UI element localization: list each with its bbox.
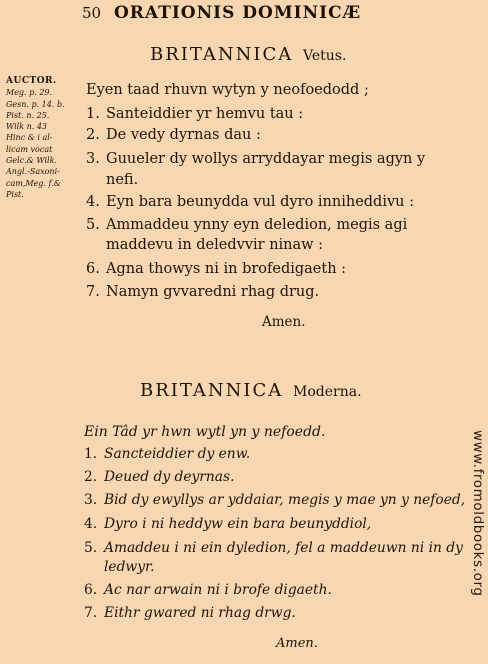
page-number: 50 xyxy=(82,4,102,22)
verse-number: 6. xyxy=(86,261,100,277)
verse-number: 1. xyxy=(86,106,100,122)
verse-text: Ammaddeu ynny eyn deledion, megis agi xyxy=(106,217,408,233)
sidenote-line: cam,Meg. f.& xyxy=(6,178,61,188)
verse-number: 3. xyxy=(84,492,98,508)
sidenote-line: Angl.-Saxoni- xyxy=(6,167,60,177)
verse-number: 7. xyxy=(84,605,98,621)
verse-number: 4. xyxy=(84,516,98,532)
verse-text: nefi. xyxy=(106,172,139,188)
heading-sub: Vetus. xyxy=(303,48,347,64)
sidenote-line: Pist. xyxy=(6,189,24,199)
verse-number: 5. xyxy=(86,217,100,233)
verse-number: 1. xyxy=(84,446,98,462)
sidenote-line: Meg. p. 29. xyxy=(6,88,53,98)
verse-number: 2. xyxy=(86,127,100,143)
verse-text: Santeiddier yr hemvu tau : xyxy=(106,106,304,122)
verse-text: ledwyr. xyxy=(104,559,155,575)
verse-text: Namyn gvvaredni rhag drug. xyxy=(106,284,320,300)
verse-number: 5. xyxy=(84,540,98,556)
verse-number: 4. xyxy=(86,194,100,210)
verse-text: maddevu in deledvvir ninaw : xyxy=(106,237,324,253)
moderna-intro: Ein Tâd yr hwn wytl yn y nefoedd. xyxy=(84,424,326,440)
verse-number: 6. xyxy=(84,582,98,598)
sidenote-line: Gesn. p. 14. b. xyxy=(6,99,65,109)
verse-text: De vedy dyrnas dau : xyxy=(106,127,261,143)
sidenote-header: AUCTOR. xyxy=(6,76,57,86)
verse-text: Sancteiddier dy enw. xyxy=(104,446,251,462)
watermark: www.fromoldbooks.org xyxy=(470,430,486,597)
sidenote xyxy=(6,76,82,200)
verse-text: Eithr gwared ni rhag drwg. xyxy=(104,605,296,621)
section-heading-moderna xyxy=(140,380,362,401)
sidenote-line: Hinc & i al- xyxy=(6,133,53,143)
verse-text: Ac nar arwain ni i brofe digaeth. xyxy=(104,582,332,598)
verse-text: Agna thowys ni in brofedigaeth : xyxy=(106,261,347,277)
section-heading-vetus xyxy=(150,44,346,65)
moderna-amen: Amen. xyxy=(276,636,318,651)
vetus-intro: Eyen taad rhuvn wytyn y neofoedodd ; xyxy=(86,82,369,98)
verse-text: Guueler dy wollys arryddayar megis agyn y xyxy=(106,151,426,167)
heading-sub: Moderna. xyxy=(293,384,362,400)
verse-number: 2. xyxy=(84,469,98,485)
running-head: ORATIONIS DOMINICÆ xyxy=(114,3,362,23)
verse-text: Dyro i ni heddyw ein bara beunyddiol, xyxy=(104,516,372,532)
sidenote-line: licam vocat xyxy=(6,144,53,154)
vetus-amen: Amen. xyxy=(262,314,306,330)
verse-text: Bid dy ewyllys ar yddaiar, megis y mae yn y nefoed, xyxy=(104,492,466,508)
sidenote-line: Gelc.& Wilk. xyxy=(6,156,57,166)
heading-title: BRITANNICA xyxy=(150,44,294,65)
verse-text: Amaddeu i ni ein dyledion, fel a maddeuwn ni in dy xyxy=(104,540,463,556)
verse-number: 7. xyxy=(86,284,100,300)
heading-title: BRITANNICA xyxy=(140,380,284,401)
sidenote-line: Pist. n. 25. xyxy=(6,110,50,120)
verse-text: Deued dy deyrnas. xyxy=(104,469,235,485)
verse-number: 3. xyxy=(86,151,100,167)
verse-text: Eyn bara beunydda vul dyro inniheddivu : xyxy=(106,194,415,210)
sidenote-line: Wilk n. 43 xyxy=(6,122,48,132)
